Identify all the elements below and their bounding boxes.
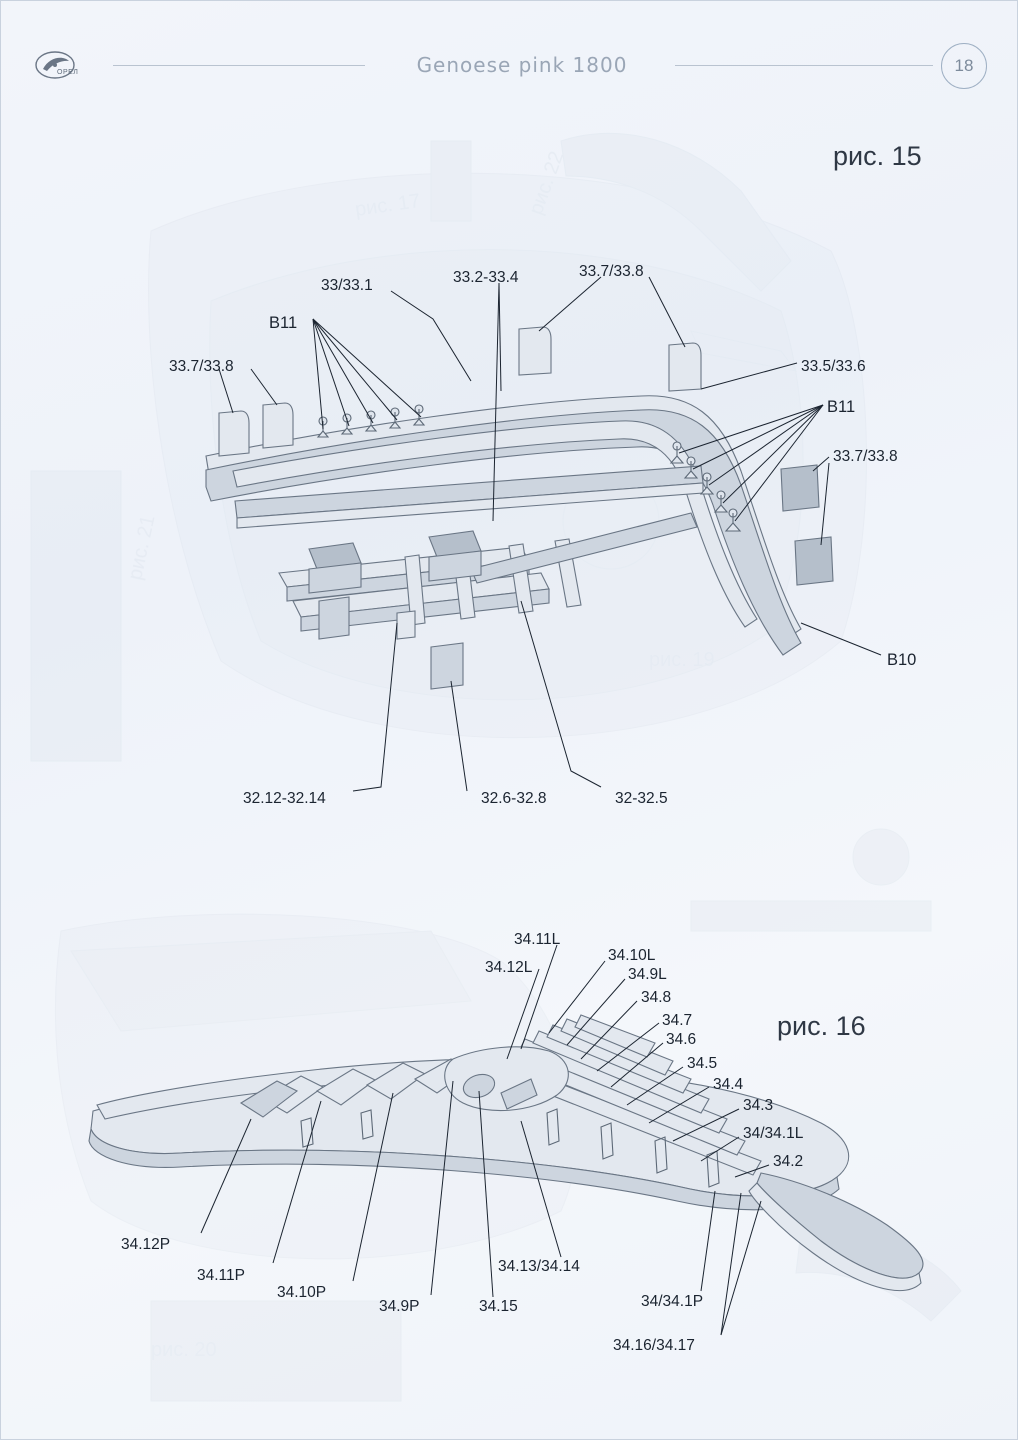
label-34-12l: 34.12L (485, 959, 533, 976)
label-34-2: 34.2 (773, 1153, 804, 1170)
label-34-4: 34.4 (713, 1076, 744, 1093)
svg-text:рис. 22: рис. 22 (525, 148, 569, 218)
label-33-2-33-4: 33.2-33.4 (453, 269, 519, 286)
label-b11-left: B11 (269, 314, 298, 332)
figure-15-caption: рис. 15 (833, 141, 922, 171)
label-33-33-1: 33/33.1 (321, 277, 373, 294)
label-32-6-32-8: 32.6-32.8 (481, 790, 547, 807)
svg-text:рис. 17: рис. 17 (353, 190, 422, 221)
header-rule-right (675, 65, 933, 66)
label-34-9l: 34.9L (628, 966, 667, 983)
brand-name: ОРЕЛ (57, 69, 79, 76)
label-33-5-33-6: 33.5/33.6 (801, 358, 866, 375)
svg-text:рис. 21: рис. 21 (124, 513, 160, 583)
label-34-7: 34.7 (662, 1012, 693, 1029)
figure-15-drawing (1, 111, 1018, 841)
label-32-32-5: 32-32.5 (615, 790, 668, 807)
brand-logo-icon (33, 47, 89, 87)
label-34-34-1l: 34/34.1L (743, 1125, 804, 1142)
label-34-34-1p: 34/34.1P (641, 1293, 704, 1310)
label-b10: B10 (887, 651, 917, 669)
svg-text:рис. 19: рис. 19 (649, 649, 715, 671)
label-34-11l: 34.11L (514, 931, 561, 948)
label-b11-right: B11 (827, 398, 856, 416)
label-34-5: 34.5 (687, 1055, 718, 1072)
label-34-6: 34.6 (666, 1031, 697, 1048)
label-33-7-33-8-right: 33.7/33.8 (833, 448, 898, 465)
figure-16-caption: рис. 16 (777, 1011, 866, 1041)
label-34-9p: 34.9P (379, 1298, 420, 1315)
label-34-10p: 34.10P (277, 1284, 327, 1301)
page-number-badge: 18 (941, 43, 987, 89)
label-33-7-33-8-left: 33.7/33.8 (169, 358, 234, 375)
label-34-8: 34.8 (641, 989, 672, 1006)
label-34-12p: 34.12P (121, 1236, 171, 1253)
label-34-10l: 34.10L (608, 947, 656, 964)
label-34-11p: 34.11P (197, 1267, 245, 1284)
label-34-13-34-14: 34.13/34.14 (498, 1258, 580, 1275)
svg-text:рис. 20: рис. 20 (151, 1339, 217, 1361)
label-34-15: 34.15 (479, 1298, 518, 1315)
header-rule-left (113, 65, 365, 66)
label-33-7-33-8-top: 33.7/33.8 (579, 263, 644, 280)
label-34-16-34-17: 34.16/34.17 (613, 1337, 695, 1354)
document-title: Genoese pink 1800 (416, 53, 628, 77)
label-32-12-32-14: 32.12-32.14 (243, 790, 326, 807)
page-header (27, 45, 991, 91)
label-34-3: 34.3 (743, 1097, 774, 1114)
